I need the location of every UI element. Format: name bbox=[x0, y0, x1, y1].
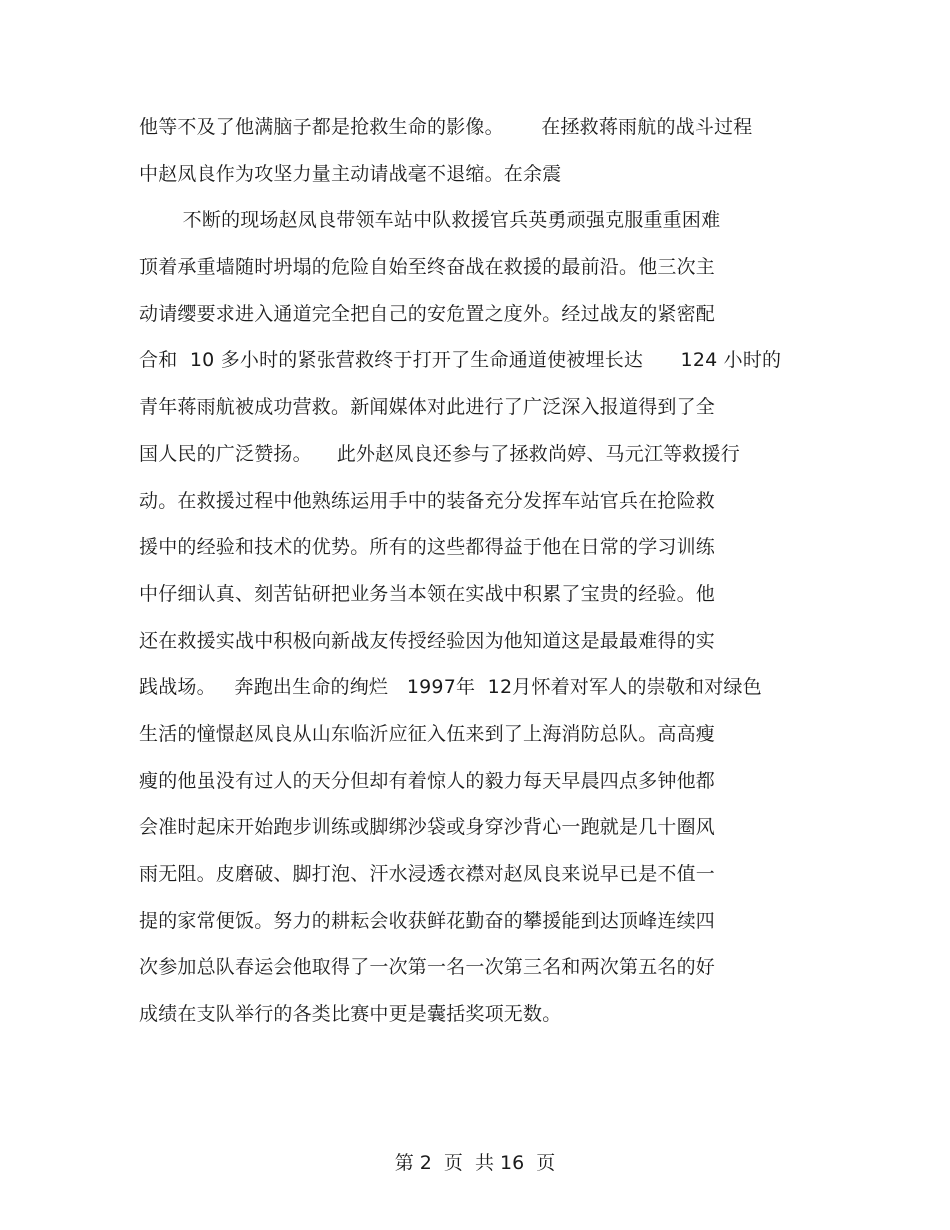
text-line: 雨无阻。皮磨破、脚打泡、汗水浸透衣襟对赵凤良来说早已是不值一 bbox=[139, 863, 716, 885]
text-line: 不断的现场赵凤良带领车站中队救援官兵英勇顽强克服重重困难 bbox=[139, 209, 721, 232]
text-line: 顶着承重墙随时坍塌的危险自始至终奋战在救援的最前沿。他三次主 bbox=[139, 256, 716, 279]
text-line: 动请缨要求进入通道完全把自己的安危置之度外。经过战友的紧密配 bbox=[139, 302, 716, 325]
text-line: 国人民的广泛赞扬。 此外赵凤良还参与了拯救尚婷、马元江等救援行 bbox=[139, 442, 740, 465]
text-line: 中赵凤良作为攻坚力量主动请战毫不退缩。在余震 bbox=[139, 162, 562, 185]
text-line: 会准时起床开始跑步训练或脚绑沙袋或身穿沙背心一跑就是几十圈风 bbox=[139, 816, 716, 839]
text-line: 援中的经验和技术的优势。所有的这些都得益于他在日常的学习训练 bbox=[139, 536, 716, 559]
text-line: 动。在救援过程中他熟练运用手中的装备充分发挥车站官兵在抢险救 bbox=[139, 489, 716, 512]
body-text bbox=[139, 110, 819, 1044]
text-line: 他等不及了他满脑子都是抢救生命的影像。 在拯救蒋雨航的战斗过程 bbox=[139, 116, 753, 138]
text-line: 还在救援实战中积极向新战友传授经验因为他知道这是最最难得的实 bbox=[139, 629, 716, 652]
text-line: 瘦的他虽没有过人的天分但却有着惊人的毅力每天早晨四点多钟他都 bbox=[139, 769, 716, 792]
text-line: 践战场。 奔跑出生命的绚烂 1997年 12月怀着对军人的崇敬和对绿色 bbox=[139, 676, 762, 699]
text-line: 中仔细认真、刻苦钻研把业务当本领在实战中积累了宝贵的经验。他 bbox=[139, 582, 716, 605]
text-line: 提的家常便饭。努力的耕耘会收获鲜花勤奋的攀援能到达顶峰连续四 bbox=[139, 909, 716, 932]
text-line: 次参加总队春运会他取得了一次第一名一次第三名和两次第五名的好 bbox=[139, 956, 716, 979]
page-number-footer: 第 2 页 共 16 页 bbox=[394, 1152, 556, 1174]
text-line: 生活的憧憬赵凤良从山东临沂应征入伍来到了上海消防总队。高高瘦 bbox=[139, 722, 716, 745]
text-line: 成绩在支队举行的各类比赛中更是囊括奖项无数。 bbox=[139, 1003, 562, 1026]
text-line: 合和 10 多小时的紧张营救终于打开了生命通道使被埋长达 124 小时的 bbox=[139, 349, 782, 372]
text-line: 青年蒋雨航被成功营救。新闻媒体对此进行了广泛深入报道得到了全 bbox=[139, 396, 716, 419]
